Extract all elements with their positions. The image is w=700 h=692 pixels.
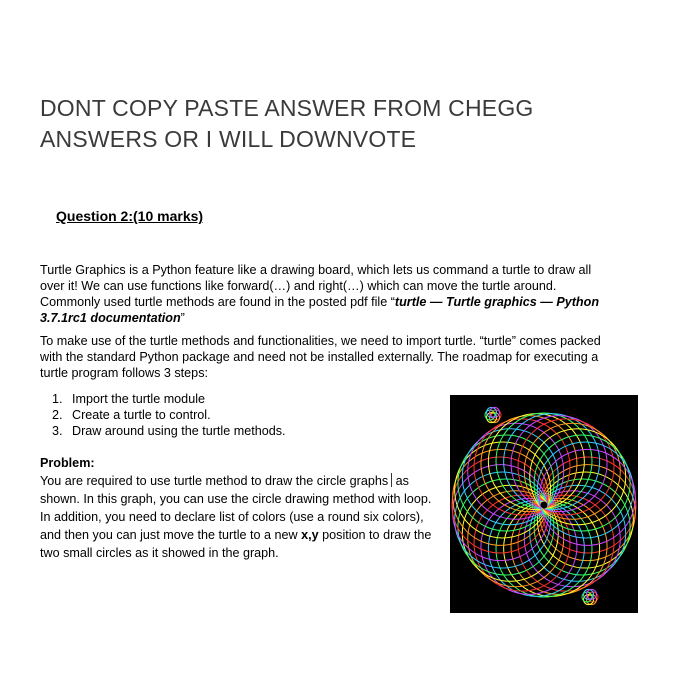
spiro-circle xyxy=(496,413,592,509)
step-text: Import the turtle module xyxy=(72,392,205,406)
problem-xy-label: x,y xyxy=(301,528,319,542)
spiro-circle xyxy=(452,457,548,553)
circle-graph-image xyxy=(450,395,638,613)
step-text: Draw around using the turtle methods. xyxy=(72,424,286,438)
step-text: Create a turtle to control. xyxy=(72,408,211,422)
spiro-circle xyxy=(496,501,592,597)
documentation-reference: turtle — Turtle graphics — Python 3.7.1rc1 documentation xyxy=(40,295,600,325)
spiro-circle xyxy=(540,457,636,553)
step-number: 2. xyxy=(52,408,63,422)
step-number: 1. xyxy=(52,392,63,406)
list-item xyxy=(52,423,286,439)
intro-text: Turtle Graphics is a Python feature like a drawing board, which lets us command a turtle to draw all over it! We can use functions like forward(…) and right(…) which can move the turtle around. Commonly used turtle methods are found in the posted pdf file “ xyxy=(40,263,592,309)
page-heading: DONT COPY PASTE ANSWER FROM CHEGG ANSWERS OR I WILL DOWNVOTE xyxy=(40,95,534,152)
circle-graph-drawing xyxy=(450,395,638,613)
list-item xyxy=(52,391,286,407)
list-item xyxy=(52,407,286,423)
intro-paragraph xyxy=(40,262,612,326)
problem-text: You are required to use turtle method to draw the circle graphs as shown. In this graph, you can use the circle drawing method with loop. In addition, you need to declare list of colors (use a round six colors), and then you can just move the turtle to a new xyxy=(40,474,432,542)
problem-paragraph xyxy=(40,472,442,562)
intro-quote-end: ” xyxy=(180,311,185,325)
import-paragraph: To make use of the turtle methods and functionalities, we need to import turtle. “turtle” comes packed with the standard Python package and need not be installed externally. The roadmap for executing a turtle program follows 3 steps: xyxy=(40,334,601,380)
problem-title: Problem: xyxy=(40,456,95,470)
problem-text-end: position to draw the two small circles as it showed in the graph. xyxy=(40,528,432,560)
question-title: Question 2:(10 marks) xyxy=(56,208,204,224)
text-cursor xyxy=(391,473,392,487)
step-number: 3. xyxy=(52,424,63,438)
steps-list xyxy=(52,391,286,439)
